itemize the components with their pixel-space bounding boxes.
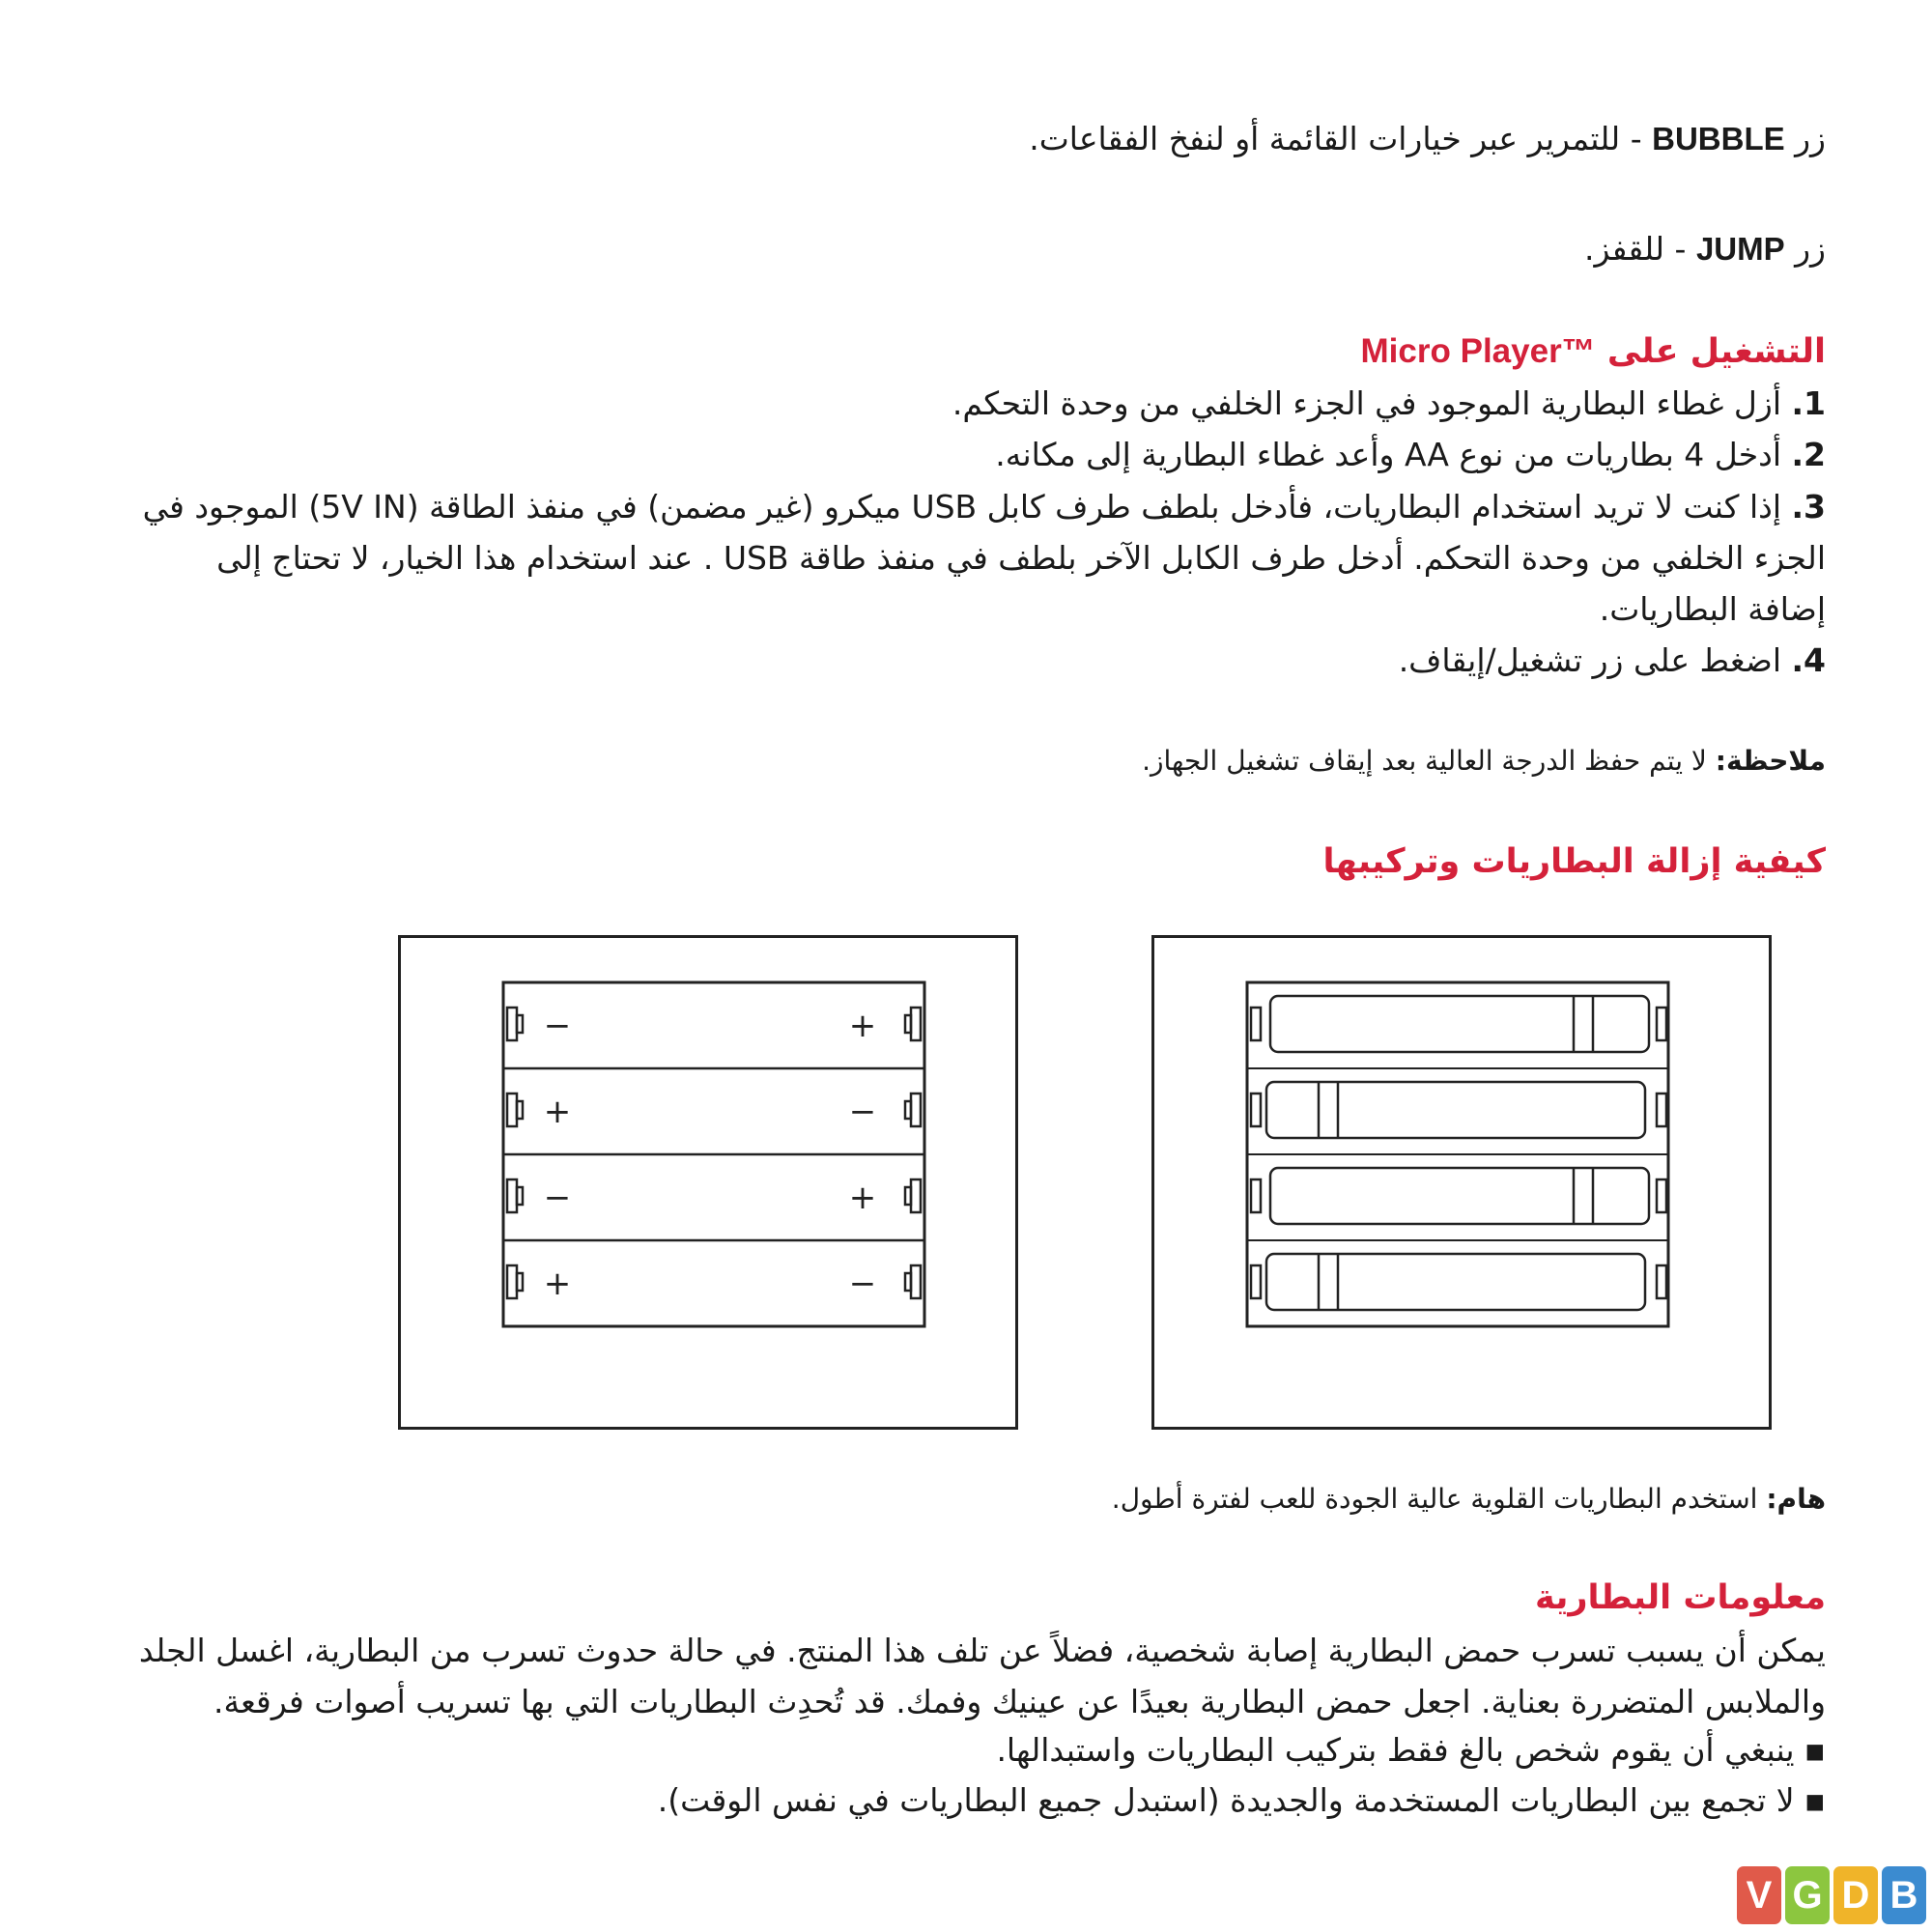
bubble-prefix: زر — [1784, 120, 1826, 157]
batteries-drawing — [1154, 938, 1775, 1433]
bullet-text: لا تجمع بين البطاريات المستخدمة والجديدة (استبدل جميع البطاريات في نفس الوقت). — [657, 1781, 1795, 1819]
logo-tile-v: V — [1737, 1866, 1781, 1924]
row1-left-mark: − — [543, 1007, 572, 1045]
battery-compartment-diagram — [398, 935, 1018, 1430]
bullet-mark: ▪ — [1804, 1731, 1826, 1769]
battery-section-title: كيفية إزالة البطاريات وتركيبها — [1322, 842, 1826, 881]
step-text: أزل غطاء البطارية الموجود في الجزء الخلفي من وحدة التحكم. — [952, 384, 1792, 422]
play-title-arabic: التشغيل على — [1595, 332, 1826, 371]
installed-batteries-diagram — [1151, 935, 1772, 1430]
step-text: إذا كنت لا تريد استخدام البطاريات، فأدخل بلطف طرف كابل USB ميكرو (غير مضمن) في منفذ الطاقة (5V IN) الموجود في الجزء الخلفي من وحدة التحكم. أدخل طرف الكابل الآخر بلطف في منفذ طاقة USB . عند استخدام هذا الخيار، لا تحتاج إلى إضافة البطاريات. — [142, 488, 1826, 628]
step-number: 3. — [1791, 488, 1826, 526]
jump-prefix: زر — [1784, 230, 1826, 268]
step-number: 4. — [1791, 641, 1826, 679]
row4-left-mark: + — [543, 1264, 572, 1303]
important-label: هام: — [1766, 1483, 1826, 1515]
bubble-text: - للتمرير عبر خيارات القائمة أو لنفخ الفقاعات. — [1029, 120, 1653, 157]
note-text: لا يتم حفظ الدرجة العالية بعد إيقاف تشغيل الجهاز. — [1142, 745, 1716, 777]
vgdb-logo — [1737, 1866, 1926, 1924]
row2-left-mark: + — [543, 1093, 572, 1131]
step-3 — [135, 481, 1826, 635]
step-1 — [952, 379, 1826, 429]
compartment-drawing — [401, 938, 1021, 1433]
step-4 — [1399, 636, 1826, 686]
step-2 — [995, 430, 1826, 480]
bubble-key: BUBBLE — [1652, 121, 1785, 156]
row4-right-mark: − — [848, 1264, 877, 1303]
step-number: 2. — [1791, 436, 1826, 473]
jump-button-description — [1584, 224, 1826, 274]
important-text: استخدم البطاريات القلوية عالية الجودة للعب لفترة أطول. — [1111, 1483, 1767, 1515]
jump-text: - للقفز. — [1583, 230, 1696, 268]
row2-right-mark: − — [848, 1093, 877, 1131]
step-text: اضغط على زر تشغيل/إيقاف. — [1398, 641, 1792, 679]
bullet-mark: ▪ — [1804, 1781, 1826, 1819]
battery-bullet-2 — [658, 1776, 1826, 1826]
logo-tile-d: D — [1833, 1866, 1878, 1924]
jump-key: JUMP — [1695, 231, 1785, 267]
important-note — [1112, 1474, 1826, 1524]
battery-bullet-1 — [996, 1725, 1826, 1776]
play-title-latin: Micro Player™ — [1360, 332, 1596, 370]
step-number: 1. — [1791, 384, 1826, 422]
step-text: أدخل 4 بطاريات من نوع AA وأعد غطاء البطارية إلى مكانه. — [995, 436, 1792, 473]
bubble-button-description — [1029, 114, 1826, 164]
play-section-title — [1361, 327, 1826, 377]
battery-info-paragraph: يمكن أن يسبب تسرب حمض البطارية إصابة شخصية، فضلاً عن تلف هذا المنتج. في حالة حدوث تسرب من البطارية، اغسل الجلد والملابس المتضررة بعناية. اجعل حمض البطارية بعيدًا عن عينيك وفمك. قد تُحدِث البطاريات التي بها تسريب أصوات فرقعة. — [138, 1632, 1826, 1720]
row3-left-mark: − — [543, 1179, 572, 1217]
bullet-text: ينبغي أن يقوم شخص بالغ فقط بتركيب البطاريات واستبدالها. — [996, 1731, 1795, 1769]
logo-tile-g: G — [1785, 1866, 1830, 1924]
row1-right-mark: + — [848, 1007, 877, 1045]
note — [1142, 736, 1826, 786]
battery-info-title: معلومات البطارية — [1534, 1578, 1826, 1617]
row3-right-mark: + — [848, 1179, 877, 1217]
logo-tile-b: B — [1882, 1866, 1926, 1924]
note-label: ملاحظة: — [1715, 745, 1826, 777]
